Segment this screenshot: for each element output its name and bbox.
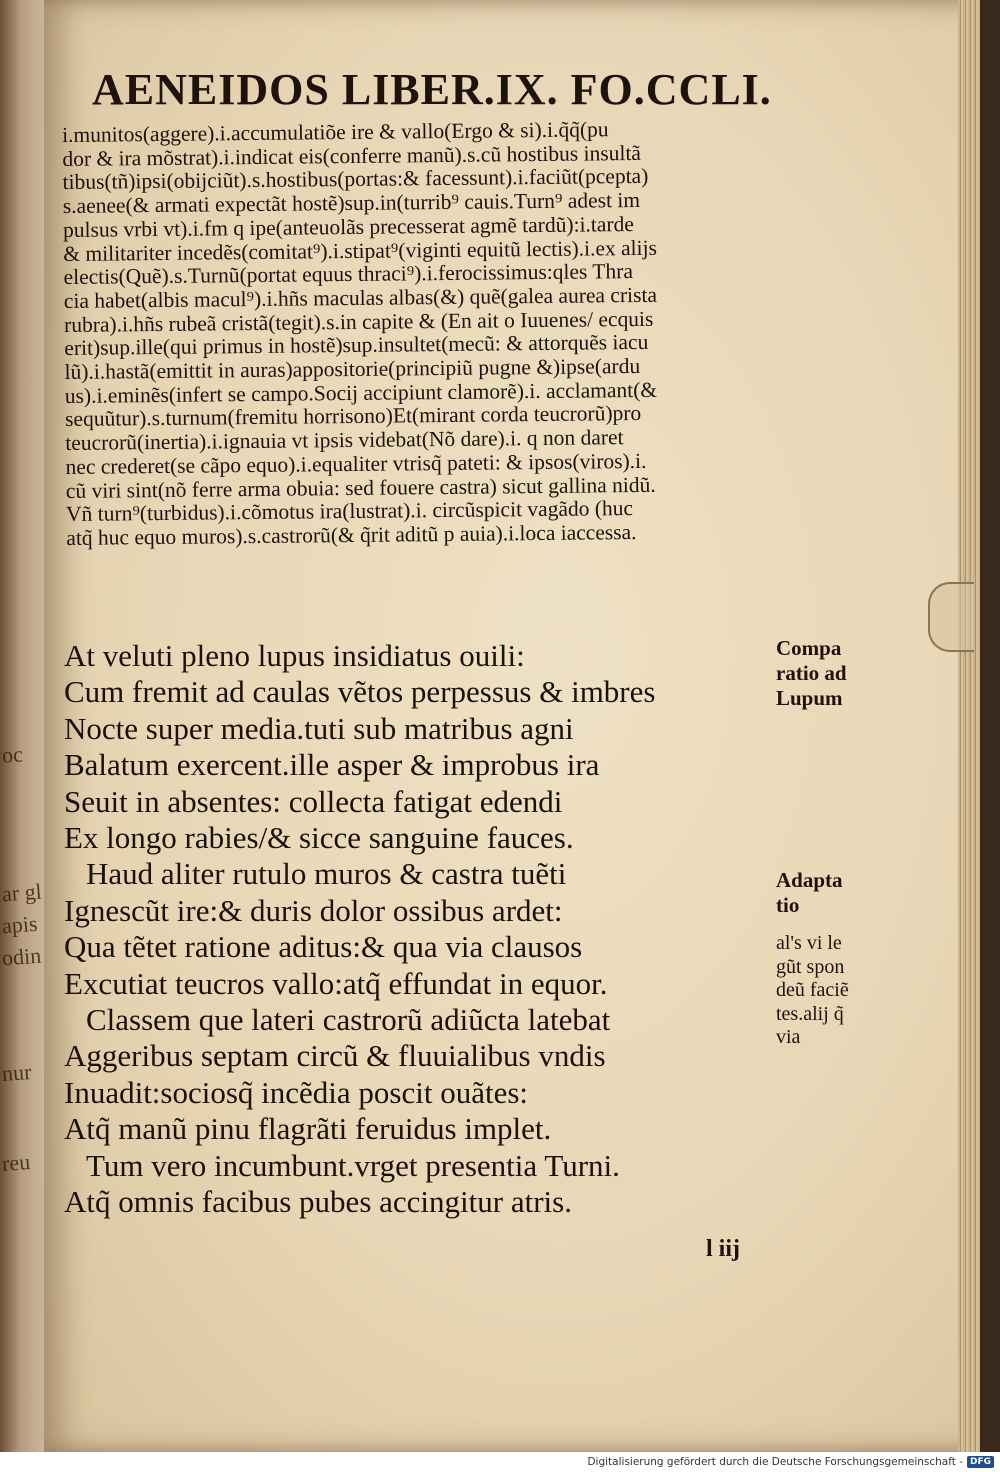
verse-line: Nocte super media.tuti sub matribus agni xyxy=(64,710,574,746)
commentary-line: pulsus vrbi vt).i.fm q ipe(anteuolãs precesserat agmẽ tardũ):i.tarde xyxy=(62,211,634,242)
verse-line: Haud aliter rutulo muros & castra tuẽti xyxy=(86,856,567,892)
commentary-line: cũ viri sint(nõ ferre arma obuia: sed fouere castra) sicut gallina nidũ. xyxy=(65,472,656,503)
commentary-line: us).i.eminẽs(infert se campo.Socij accipiunt clamorẽ).i. acclamant(& xyxy=(64,377,658,408)
commentary-line: teucrorũ(inertia).i.ignauia vt ipsis videbat(Nõ dare).i. q non daret xyxy=(65,425,624,456)
verse-line: Excutiat teucros vallo:atq̃ effundat in equor. xyxy=(64,965,608,1001)
gloss-line: via xyxy=(776,1026,801,1048)
commentary-line: Vñ turn⁹(turbidus).i.cõmotus ira(lustrat).i. circũspicit vagãdo (huc xyxy=(65,496,634,527)
adjacent-page-fragment: reu xyxy=(1,1149,31,1176)
page-fore-edge xyxy=(958,0,980,1452)
running-title: AENEIDOS LIBER.IX. FO.CCLI. xyxy=(92,65,772,114)
gloss-line: Adapta xyxy=(776,868,843,892)
commentary-line: lũ).i.hastã(emittit in auras)appositorie(principiũ pugne &)ipse(ardu xyxy=(64,353,641,385)
commentary-line: cia habet(albis macul⁹).i.hñs maculas albas(&) quẽ(galea aurea crista xyxy=(63,282,658,313)
gloss-line: gũt spon xyxy=(776,955,845,978)
verse-line: Atq̃ omnis facibus pubes accingitur atris. xyxy=(64,1184,572,1220)
commentary-line: & militariter incedẽs(comitat⁹).i.stipat⁹(viginti equitũ lectis).i.ex alijs xyxy=(63,235,658,266)
verse-line: Balatum exercent.ille asper & improbus ira xyxy=(64,747,600,783)
verse-line: Tum vero incumbunt.vrget presentia Turni. xyxy=(86,1147,620,1183)
gloss-line: tes.alij q̃ xyxy=(776,1002,844,1025)
verse-line: Ex longo rabies/& sicce sanguine fauces. xyxy=(64,820,574,856)
adjacent-page-fragment: ar gl xyxy=(1,878,43,907)
gloss-line: deũ faciẽ xyxy=(776,979,849,1001)
commentary-line: erit)sup.ille(qui primus in hostẽ)sup.insultet(mecũ: & attorquẽs iacu xyxy=(64,330,649,361)
commentary-line: nec crederet(se cãpo equo).i.equaliter vtrisq̃ pateti: & ipsos(viros).i. xyxy=(65,448,647,479)
thumb-tab-mark xyxy=(928,582,974,652)
signature-mark: l iij xyxy=(706,1236,740,1262)
verse-line: Inuadit:sociosq̃ incẽdia poscit ouãtes: xyxy=(64,1074,529,1110)
commentary-line: rubra).i.hñs rubeã cristã(tegit).s.in capite & (En ait o Iuuenes/ ecquis xyxy=(63,306,654,337)
marginal-gloss-comparatio xyxy=(776,636,847,711)
dfg-logo[interactable]: DFG xyxy=(967,1456,994,1468)
verse-block xyxy=(64,638,764,1221)
gloss-line: ratio ad xyxy=(776,661,847,685)
commentary-line: atq̃ huc equo muros).s.castrorũ(& q̃rit aditũ p auia).i.loca iaccessa. xyxy=(66,519,637,550)
marginal-gloss-adaptatio xyxy=(776,868,843,918)
adjacent-page-fragment: nur xyxy=(1,1059,33,1086)
commentary-line: electis(Quẽ).s.Turnũ(portat equus thraci⁹).i.ferocissimus:qles Thra xyxy=(63,259,634,290)
funding-text: Digitalisierung gefördert durch die Deutsche Forschungsgemeinschaft - xyxy=(587,1456,963,1468)
verse-line: Classem que lateri castrorũ adiũcta latebat xyxy=(86,1002,611,1038)
commentary-line: i.munitos(aggere).i.accumulatiõe ire & vallo(Ergo & si).i.q̃q̃(pu xyxy=(62,117,609,147)
gloss-line: tio xyxy=(776,893,800,917)
verse-line: At veluti pleno lupus insidiatus ouili: xyxy=(64,638,525,673)
commentary-line: dor & ira mõstrat).i.indicat eis(conferre manũ).s.cũ hostibus insultã xyxy=(62,140,642,171)
adjacent-page-fragment: oc xyxy=(1,741,24,768)
commentary-line: s.aenee(& armati expectãt hostẽ)sup.in(turrib⁹ cauis.Turn⁹ adest im xyxy=(62,188,641,219)
adjacent-page-fragment: odin xyxy=(1,942,42,971)
marginal-gloss-variant xyxy=(776,932,849,1050)
commentary-block xyxy=(62,116,786,550)
adjacent-page-strip xyxy=(0,0,46,1452)
verse-line: Atq̃ manũ pinu flagrãti feruidus implet. xyxy=(64,1111,552,1147)
verse-line: Ignescũt ire:& duris dolor ossibus ardet: xyxy=(64,892,563,928)
gloss-line: Compa xyxy=(776,636,842,660)
verse-line: Aggeribus septam circũ & fluuialibus vndis xyxy=(64,1038,606,1074)
verse-line: Seuit in absentes: collecta fatigat edendi xyxy=(64,783,563,819)
commentary-line: sequũtur).s.turnum(fremitu horrisono)Et(mirant corda teucrorũ)pro xyxy=(64,401,642,432)
gloss-line: Lupum xyxy=(776,686,843,710)
gloss-line: al's vi le xyxy=(776,932,842,954)
funding-footer xyxy=(0,1452,1000,1472)
commentary-line: tibus(tñ)ipsi(obijciũt).s.hostibus(portas:& facessunt).i.faciũt(pcepta) xyxy=(62,164,649,195)
verse-line: Cum fremit ad caulas vẽtos perpessus & imbres xyxy=(64,674,656,710)
adjacent-page-fragment: apis xyxy=(1,910,39,939)
verse-line: Qua tẽtet ratione aditus:& qua via clausos xyxy=(64,929,583,965)
